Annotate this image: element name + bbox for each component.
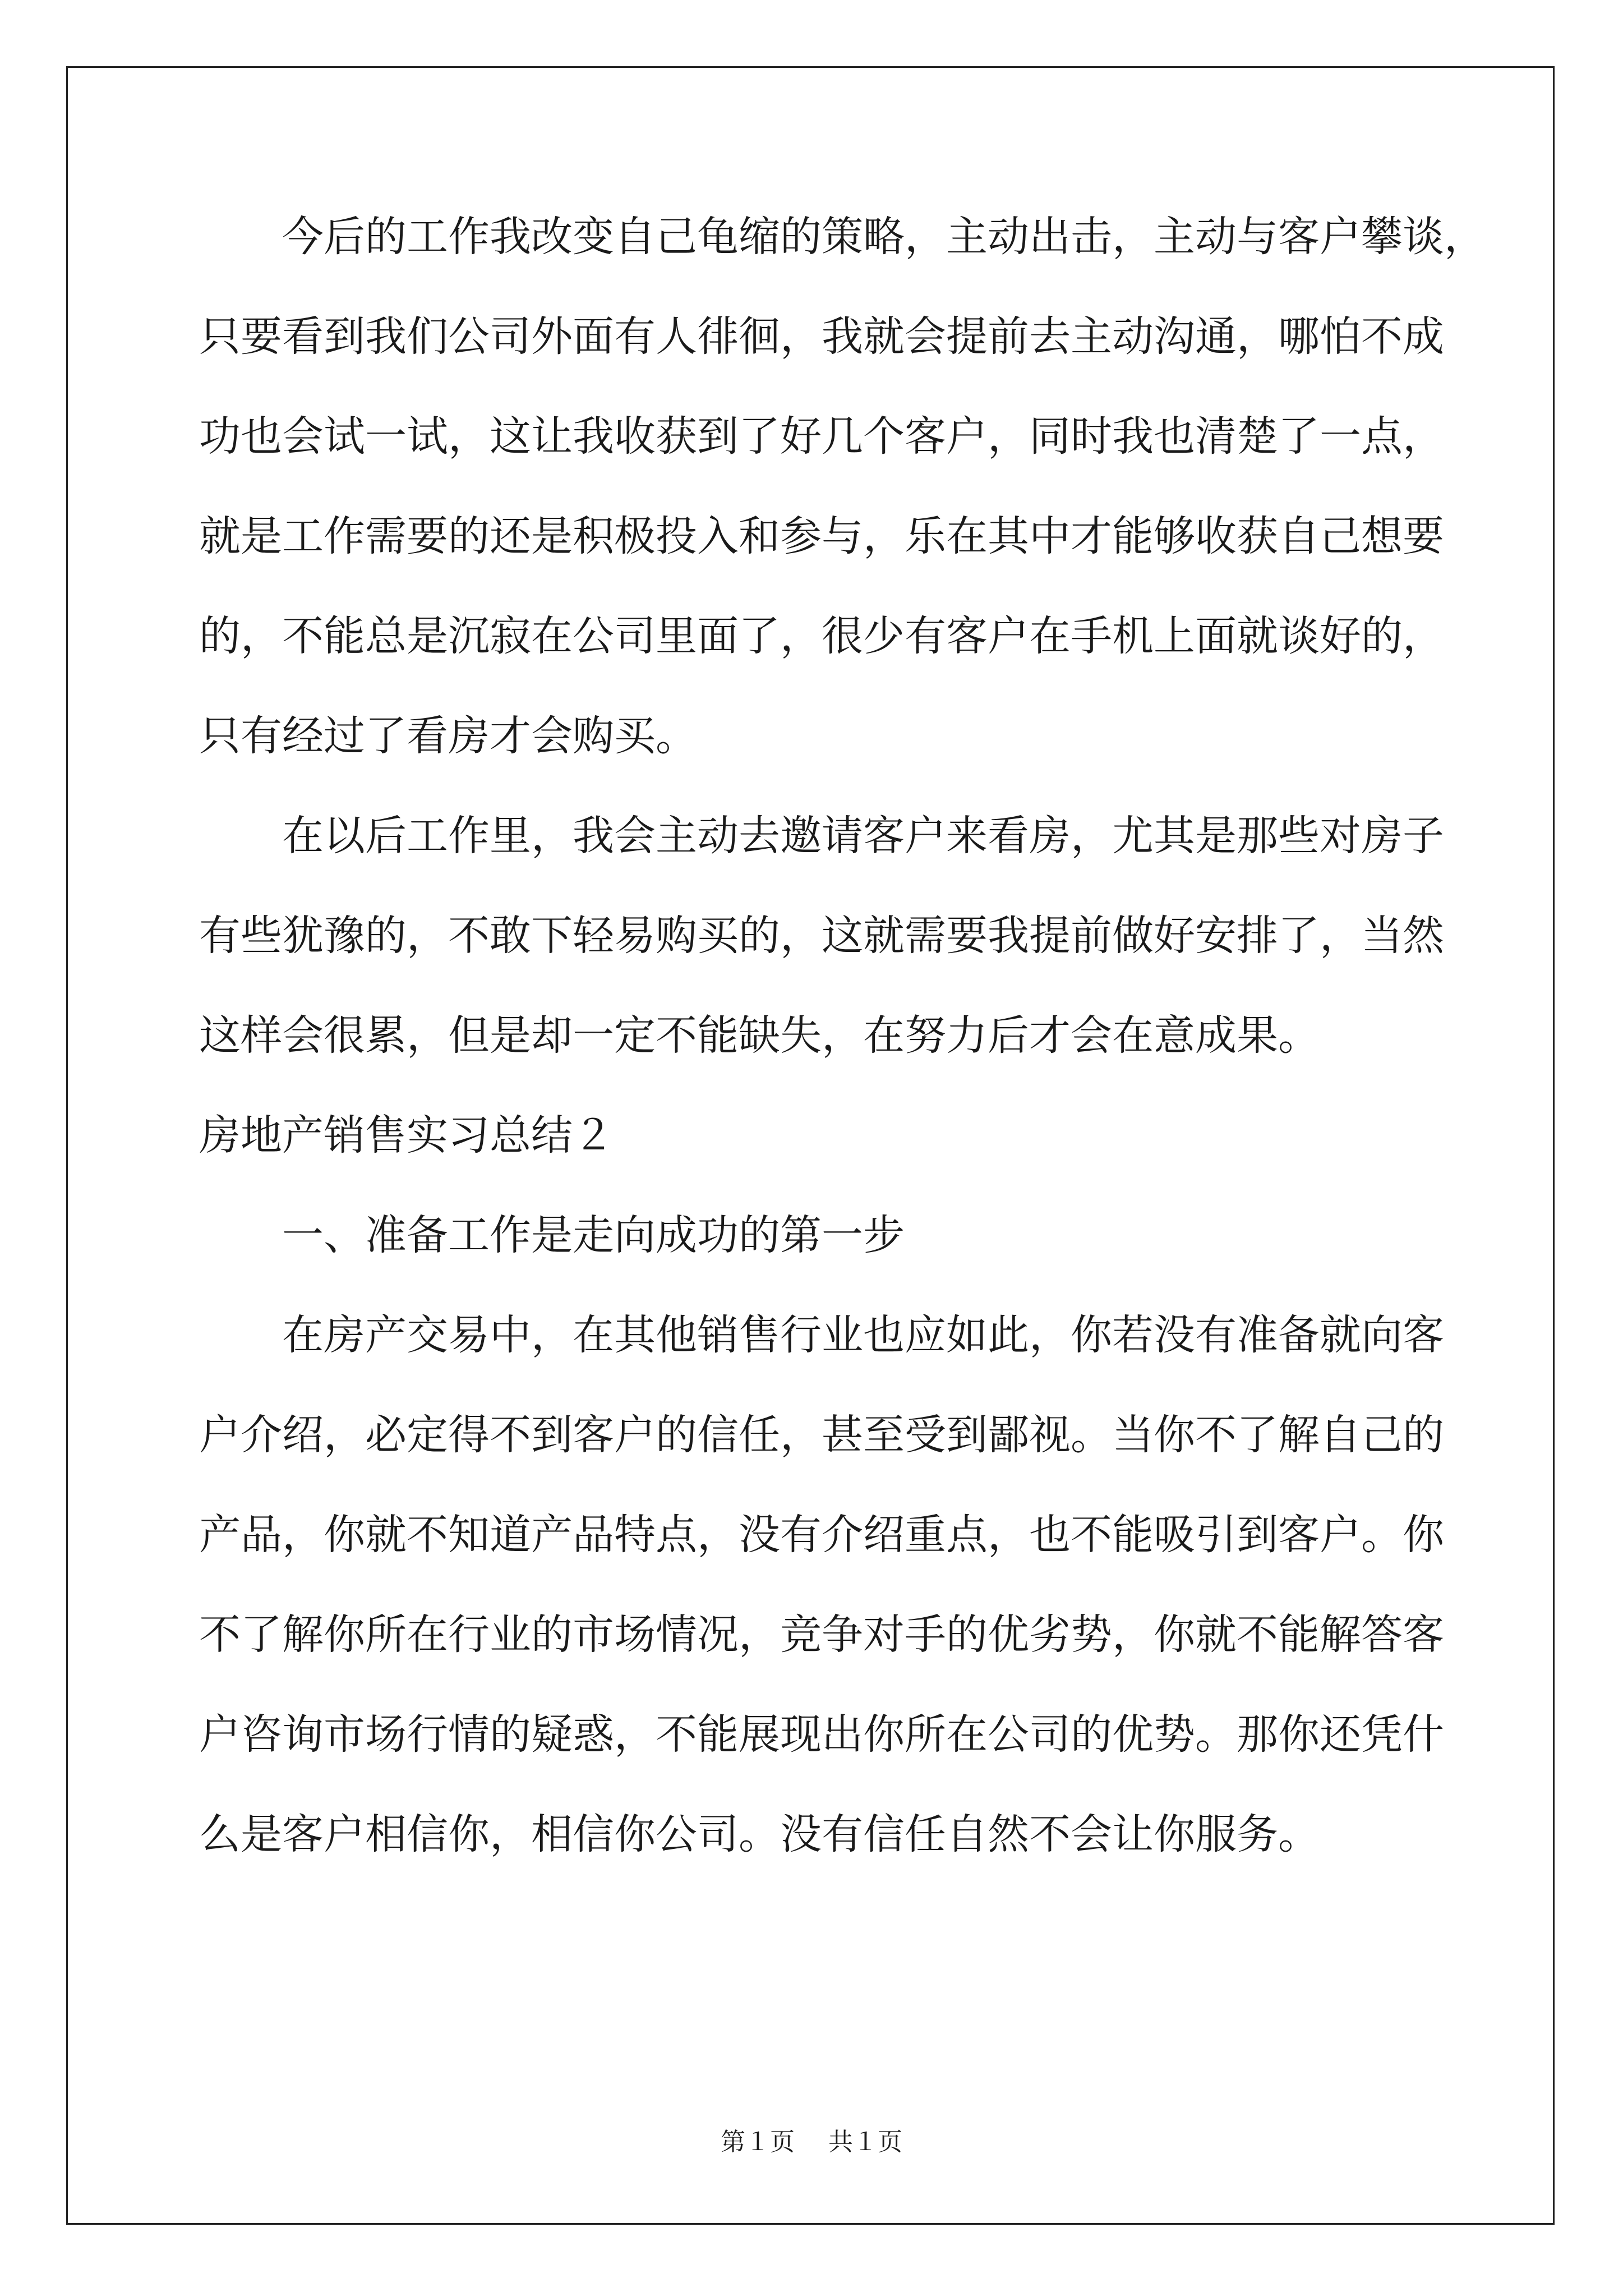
paragraph-line: 这样会很累，但是却一定不能缺失，在努力后才会在意成果。 (199, 1011, 1320, 1060)
paragraph-line: 只有经过了看房才会购买。 (199, 712, 697, 760)
paragraph-line: 户咨询市场行情的疑惑，不能展现出你所在公司的优势。那你还凭什 (199, 1710, 1444, 1759)
subheading: 一、准备工作是走向成功的第一步 (282, 1211, 905, 1259)
paragraph-line: 不了解你所在行业的市场情况，竞争对手的优劣势，你就不能解答客 (199, 1611, 1444, 1659)
paragraph-line: 在以后工作里，我会主动去邀请客户来看房，尤其是那些对房子 (282, 812, 1444, 860)
paragraph-line: 的，不能总是沉寂在公司里面了，很少有客户在手机上面就谈好的， (199, 612, 1444, 660)
page-footer (0, 2122, 1623, 2157)
page-total: 共１页 (828, 2128, 902, 2156)
page-number: 第１页 (721, 2128, 795, 2156)
paragraph-line: 有些犹豫的，不敢下轻易购买的，这就需要我提前做好安排了，当然 (199, 912, 1444, 960)
paragraph-line: 就是工作需要的还是积极投入和参与，乐在其中才能够收获自己想要 (199, 512, 1444, 560)
section-heading: 房地产销售实习总结２ (199, 1111, 614, 1159)
paragraph-line: 在房产交易中，在其他销售行业也应如此，你若没有准备就向客 (282, 1311, 1444, 1359)
paragraph-line: 么是客户相信你，相信你公司。没有信任自然不会让你服务。 (199, 1810, 1320, 1858)
paragraph-line: 今后的工作我改变自己龟缩的策略，主动出击，主动与客户攀谈， (282, 213, 1486, 261)
paragraph-line: 产品，你就不知道产品特点，没有介绍重点，也不能吸引到客户。你 (199, 1511, 1444, 1559)
paragraph-line: 功也会试一试，这让我收获到了好几个客户，同时我也清楚了一点， (199, 412, 1444, 461)
paragraph-line: 只要看到我们公司外面有人徘徊，我就会提前去主动沟通，哪怕不成 (199, 312, 1444, 361)
paragraph-line: 户介绍，必定得不到客户的信任，甚至受到鄙视。当你不了解自己的 (199, 1411, 1444, 1459)
